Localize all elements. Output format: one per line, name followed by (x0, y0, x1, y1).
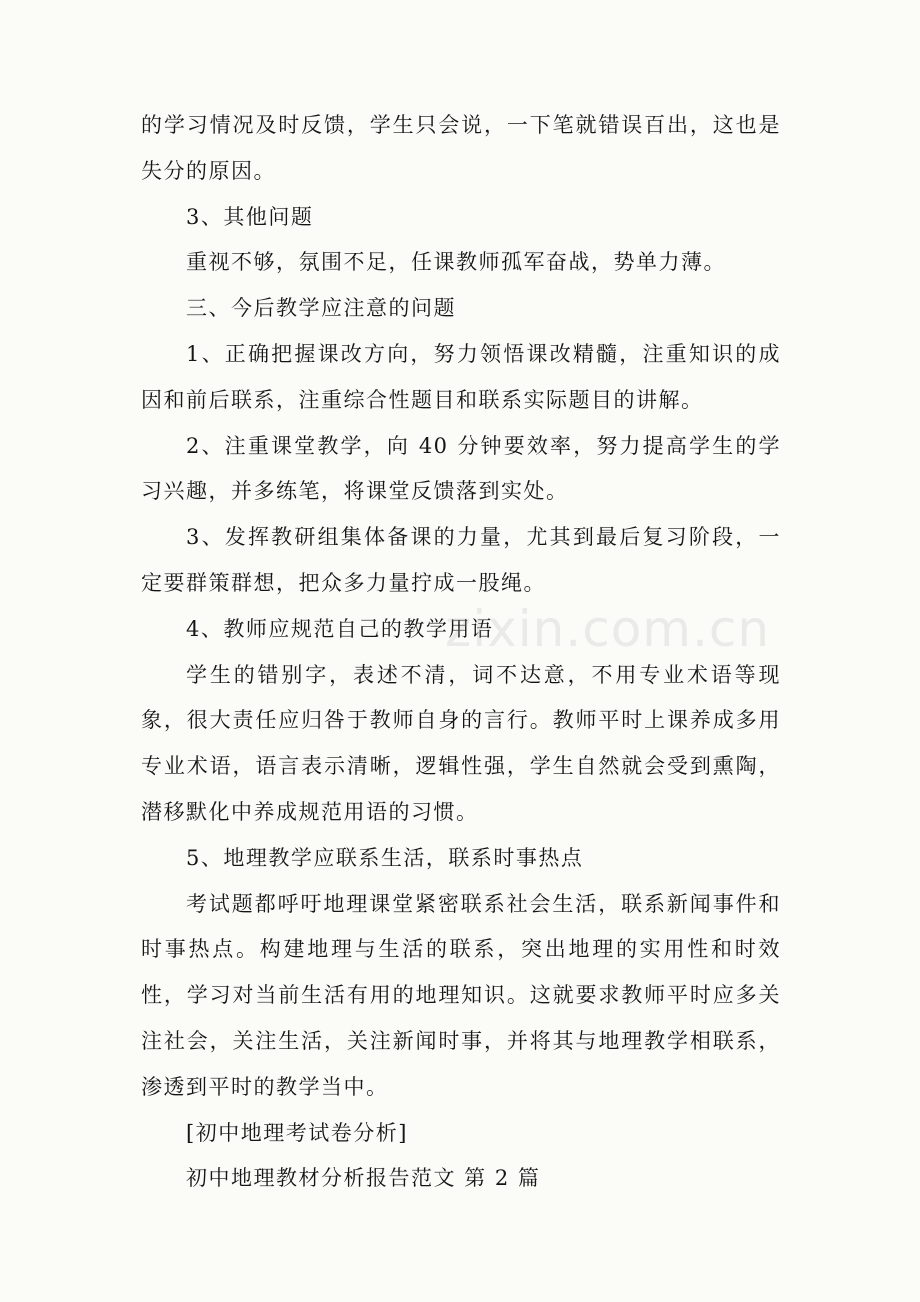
list-item-1: 1、正确把握课改方向，努力领悟课改精髓，注重知识的成因和前后联系，注重综合性题目和联系实际题目的讲解。 (141, 341, 781, 412)
list-item-5-heading: 5、地理教学应联系生活，联系时事热点 (186, 845, 584, 870)
list-item-4-body: 学生的错别字，表述不清，词不达意，不用专业术语等现象，很大责任应归咎于教师自身的言行。教师平时上课养成多用专业术语，语言表示清晰，逻辑性强，学生自然就会受到熏陶，潜移默化中养成规范用语的习惯。 (141, 662, 781, 824)
watermark-text: zixin.com.cn (445, 600, 771, 658)
section-heading-future-teaching: 三、今后教学应注意的问题 (186, 296, 456, 321)
document-body (141, 103, 781, 1202)
list-item-2: 2、注重课堂教学，向 40 分钟要效率，努力提高学生的学习兴趣，并多练笔，将课堂反馈落到实处。 (141, 433, 781, 504)
list-item-5-body: 考试题都呼吁地理课堂紧密联系社会生活，联系新闻事件和时事热点。构建地理与生活的联系，突出地理的实用性和时效性，学习对当前生活有用的地理知识。这就要求教师平时应多关注社会，关注生活，关注新闻时事，并将其与地理教学相联系，渗透到平时的教学当中。 (141, 891, 781, 1099)
paragraph-continuation: 的学习情况及时反馈，学生只会说，一下笔就错误百出，这也是失分的原因。 (141, 113, 781, 183)
list-item-3: 3、发挥教研组集体备课的力量，尤其到最后复习阶段，一定要群策群想，把众多力量拧成一股绳。 (141, 525, 781, 595)
bracket-title: [初中地理考试卷分析] (186, 1120, 408, 1145)
next-article-title: 初中地理教材分析报告范文 第 2 篇 (186, 1166, 541, 1191)
list-item-4-heading: 4、教师应规范自己的教学用语 (186, 616, 494, 641)
paragraph-other-issues: 重视不够，氛围不足，任课教师孤军奋战，势单力薄。 (186, 250, 726, 275)
heading-other-issues: 3、其他问题 (186, 204, 314, 229)
